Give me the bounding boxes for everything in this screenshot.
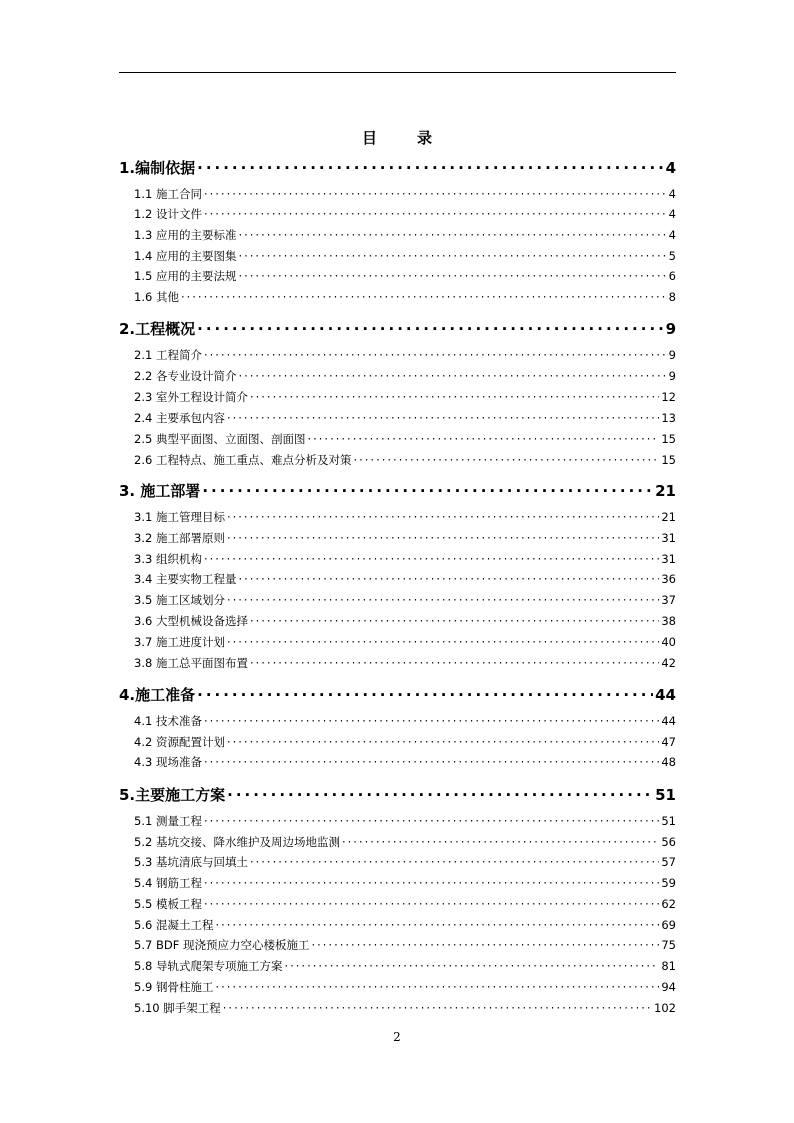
toc-section-entry[interactable] (119, 157, 676, 178)
toc-subsection-entry[interactable] (119, 592, 676, 608)
toc-entry-page: 75 (661, 938, 676, 952)
toc-entry-label: 5.3 基坑清底与回填土 (134, 855, 248, 869)
header-rule (119, 72, 676, 73)
toc-entry-page: 38 (661, 614, 676, 628)
toc-entry-page: 4 (668, 228, 676, 242)
toc-leader-dots (204, 897, 659, 911)
toc-subsection-entry[interactable] (119, 206, 676, 222)
toc-subsection-entry[interactable] (119, 979, 676, 995)
toc-leader-dots (227, 531, 659, 545)
toc-leader-dots (227, 411, 659, 425)
toc-leader-dots (238, 228, 666, 242)
toc-leader-dots (204, 755, 659, 769)
toc-title-char-2: 录 (417, 129, 433, 147)
toc-entry-page: 94 (661, 980, 676, 994)
toc-entry-label: 3.3 组织机构 (134, 552, 202, 566)
toc-leader-dots (227, 635, 659, 649)
toc-entry-label: 2.1 工程简介 (134, 348, 202, 362)
toc-entry-page: 9 (665, 320, 676, 338)
toc-leader-dots (250, 614, 659, 628)
toc-leader-dots (204, 814, 659, 828)
toc-entry-page: 51 (661, 814, 676, 828)
toc-entry-label: 5.9 钢骨柱施工 (134, 980, 214, 994)
toc-leader-dots (204, 348, 667, 362)
toc-leader-dots (204, 207, 667, 221)
toc-entry-page: 59 (661, 876, 676, 890)
toc-entry-page: 81 (661, 959, 676, 973)
toc-leader-dots (202, 482, 653, 500)
toc-leader-dots (250, 390, 659, 404)
toc-entry-label: 4.2 资源配置计划 (134, 735, 225, 749)
toc-entry-page: 4 (668, 187, 676, 201)
toc-subsection-entry[interactable] (119, 734, 676, 750)
toc-subsection-entry[interactable] (119, 431, 676, 447)
toc-subsection-entry[interactable] (119, 186, 676, 202)
toc-subsection-entry[interactable] (119, 227, 676, 243)
toc-section-entry[interactable] (119, 318, 676, 339)
toc-entry-label: 4.3 现场准备 (134, 755, 202, 769)
toc-entry-page: 40 (661, 635, 676, 649)
toc-entry-page: 9 (668, 348, 676, 362)
toc-entry-label: 5.8 导轨式爬架专项施工方案 (134, 959, 283, 973)
toc-entry-page: 13 (661, 411, 676, 425)
toc-entry-page: 44 (661, 714, 676, 728)
toc-leader-dots (227, 510, 659, 524)
toc-entry-label: 3.5 施工区域划分 (134, 593, 225, 607)
toc-subsection-entry[interactable] (119, 452, 676, 468)
toc-leader-dots (311, 938, 659, 952)
toc-entry-page: 69 (661, 918, 676, 932)
toc-section-entry[interactable] (119, 480, 676, 501)
toc-leader-dots (204, 876, 659, 890)
toc-leader-dots (204, 714, 659, 728)
toc-subsection-entry[interactable] (119, 368, 676, 384)
toc-entry-page: 37 (661, 593, 676, 607)
toc-leader-dots (181, 290, 667, 304)
toc-entry-page: 15 (661, 432, 676, 446)
toc-subsection-entry[interactable] (119, 958, 676, 974)
toc-entry-label: 3.7 施工进度计划 (134, 635, 225, 649)
toc-subsection-entry[interactable] (119, 1000, 676, 1016)
toc-leader-dots (238, 249, 666, 263)
toc-leader-dots (227, 593, 659, 607)
toc-entry-page: 42 (661, 656, 676, 670)
toc-entry-label: 4.1 技术准备 (134, 714, 202, 728)
toc-subsection-entry[interactable] (119, 634, 676, 650)
toc-subsection-entry[interactable] (119, 875, 676, 891)
toc-entry-label: 5.7 BDF 现浇预应力空心楼板施工 (134, 938, 310, 952)
toc-entry-page: 6 (668, 269, 676, 283)
toc-entry-page: 48 (661, 755, 676, 769)
toc-section-entry[interactable] (119, 684, 676, 705)
toc-entry-page: 9 (668, 369, 676, 383)
toc-entry-label: 4.施工准备 (119, 686, 196, 704)
toc-entry-label: 3.4 主要实物工程量 (134, 572, 237, 586)
toc-subsection-entry[interactable] (119, 917, 676, 933)
toc-section-entry[interactable] (119, 784, 676, 805)
toc-entry-label: 2.6 工程特点、施工重点、难点分析及对策 (134, 453, 352, 467)
toc-entry-page: 62 (661, 897, 676, 911)
toc-entry-page: 56 (661, 835, 676, 849)
toc-entry-page: 44 (655, 686, 676, 704)
toc-leader-dots (250, 855, 659, 869)
toc-leader-dots (204, 187, 667, 201)
toc-entry-label: 5.4 钢筋工程 (134, 876, 202, 890)
toc-entry-label: 5.6 混凝土工程 (134, 918, 214, 932)
toc-entry-label: 2.3 室外工程设计简介 (134, 390, 248, 404)
toc-subsection-entry[interactable] (119, 410, 676, 426)
toc-subsection-entry[interactable] (119, 571, 676, 587)
toc-subsection-entry[interactable] (119, 937, 676, 953)
toc-leader-dots (227, 735, 659, 749)
toc-subsection-entry[interactable] (119, 509, 676, 525)
toc-leader-dots (227, 786, 653, 804)
toc-subsection-entry[interactable] (119, 551, 676, 567)
toc-subsection-entry[interactable] (119, 813, 676, 829)
toc-entry-page: 31 (661, 552, 676, 566)
toc-entry-label: 3.6 大型机械设备选择 (134, 614, 248, 628)
toc-subsection-entry[interactable] (119, 248, 676, 264)
toc-entry-label: 5.5 模板工程 (134, 897, 202, 911)
toc-entry-page: 4 (668, 207, 676, 221)
toc-subsection-entry[interactable] (119, 754, 676, 770)
toc-leader-dots (238, 572, 659, 586)
toc-leader-dots (307, 432, 659, 446)
toc-entry-page: 15 (661, 453, 676, 467)
toc-entry-page: 8 (668, 290, 676, 304)
toc-entry-label: 2.工程概况 (119, 320, 196, 338)
toc-entry-label: 1.编制依据 (119, 159, 196, 177)
toc-leader-dots (250, 656, 659, 670)
toc-subsection-entry[interactable] (119, 389, 676, 405)
toc-leader-dots (353, 453, 659, 467)
toc-leader-dots (215, 918, 659, 932)
toc-entry-label: 3.1 施工管理目标 (134, 510, 225, 524)
toc-entry-page: 5 (668, 249, 676, 263)
toc-entry-label: 3.8 施工总平面图布置 (134, 656, 248, 670)
toc-subsection-entry[interactable] (119, 854, 676, 870)
toc-entry-label: 5.主要施工方案 (119, 786, 226, 804)
toc-entry-label: 1.5 应用的主要法规 (134, 269, 237, 283)
toc-entry-label: 1.4 应用的主要图集 (134, 249, 237, 263)
toc-leader-dots (238, 269, 666, 283)
toc-leader-dots (197, 686, 653, 704)
toc-subsection-entry[interactable] (119, 268, 676, 284)
toc-entry-page: 57 (661, 855, 676, 869)
toc-subsection-entry[interactable] (119, 530, 676, 546)
toc-entry-label: 1.6 其他 (134, 290, 179, 304)
toc-leader-dots (238, 369, 666, 383)
toc-entry-label: 1.2 设计文件 (134, 207, 202, 221)
toc-entry-label: 3.2 施工部署原则 (134, 531, 225, 545)
toc-entry-label: 5.1 测量工程 (134, 814, 202, 828)
toc-subsection-entry[interactable] (119, 289, 676, 305)
toc-entry-label: 5.10 脚手架工程 (134, 1001, 221, 1015)
toc-entry-page: 51 (655, 786, 676, 804)
toc-subsection-entry[interactable] (119, 713, 676, 729)
toc-entry-label: 2.4 主要承包内容 (134, 411, 225, 425)
toc-entry-page: 4 (665, 159, 676, 177)
toc-entry-label: 2.2 各专业设计简介 (134, 369, 237, 383)
toc-subsection-entry[interactable] (119, 896, 676, 912)
toc-subsection-entry[interactable] (119, 613, 676, 629)
toc-subsection-entry[interactable] (119, 655, 676, 671)
toc-entry-label: 1.3 应用的主要标准 (134, 228, 237, 242)
toc-leader-dots (215, 980, 659, 994)
toc-leader-dots (204, 552, 659, 566)
toc-leader-dots (197, 320, 663, 338)
toc-entry-page: 21 (655, 482, 676, 500)
toc-leader-dots (223, 1001, 652, 1015)
toc-leader-dots (197, 159, 663, 177)
toc-entry-page: 31 (661, 531, 676, 545)
toc-entry-page: 102 (654, 1001, 676, 1015)
toc-title (0, 127, 794, 148)
toc-entry-label: 5.2 基坑交接、降水维护及周边场地监测 (134, 835, 340, 849)
toc-entry-label: 3. 施工部署 (119, 482, 201, 500)
toc-leader-dots (342, 835, 659, 849)
toc-leader-dots (284, 959, 659, 973)
page-number: 2 (393, 1030, 401, 1044)
toc-title-char-1: 目 (361, 129, 377, 147)
toc-entry-page: 12 (661, 390, 676, 404)
toc-entry-page: 21 (661, 510, 676, 524)
toc-entry-page: 47 (661, 735, 676, 749)
toc-entry-page: 36 (661, 572, 676, 586)
toc-entry-label: 2.5 典型平面图、立面图、剖面图 (134, 432, 306, 446)
toc-subsection-entry[interactable] (119, 347, 676, 363)
toc-subsection-entry[interactable] (119, 834, 676, 850)
toc-entry-label: 1.1 施工合同 (134, 187, 202, 201)
